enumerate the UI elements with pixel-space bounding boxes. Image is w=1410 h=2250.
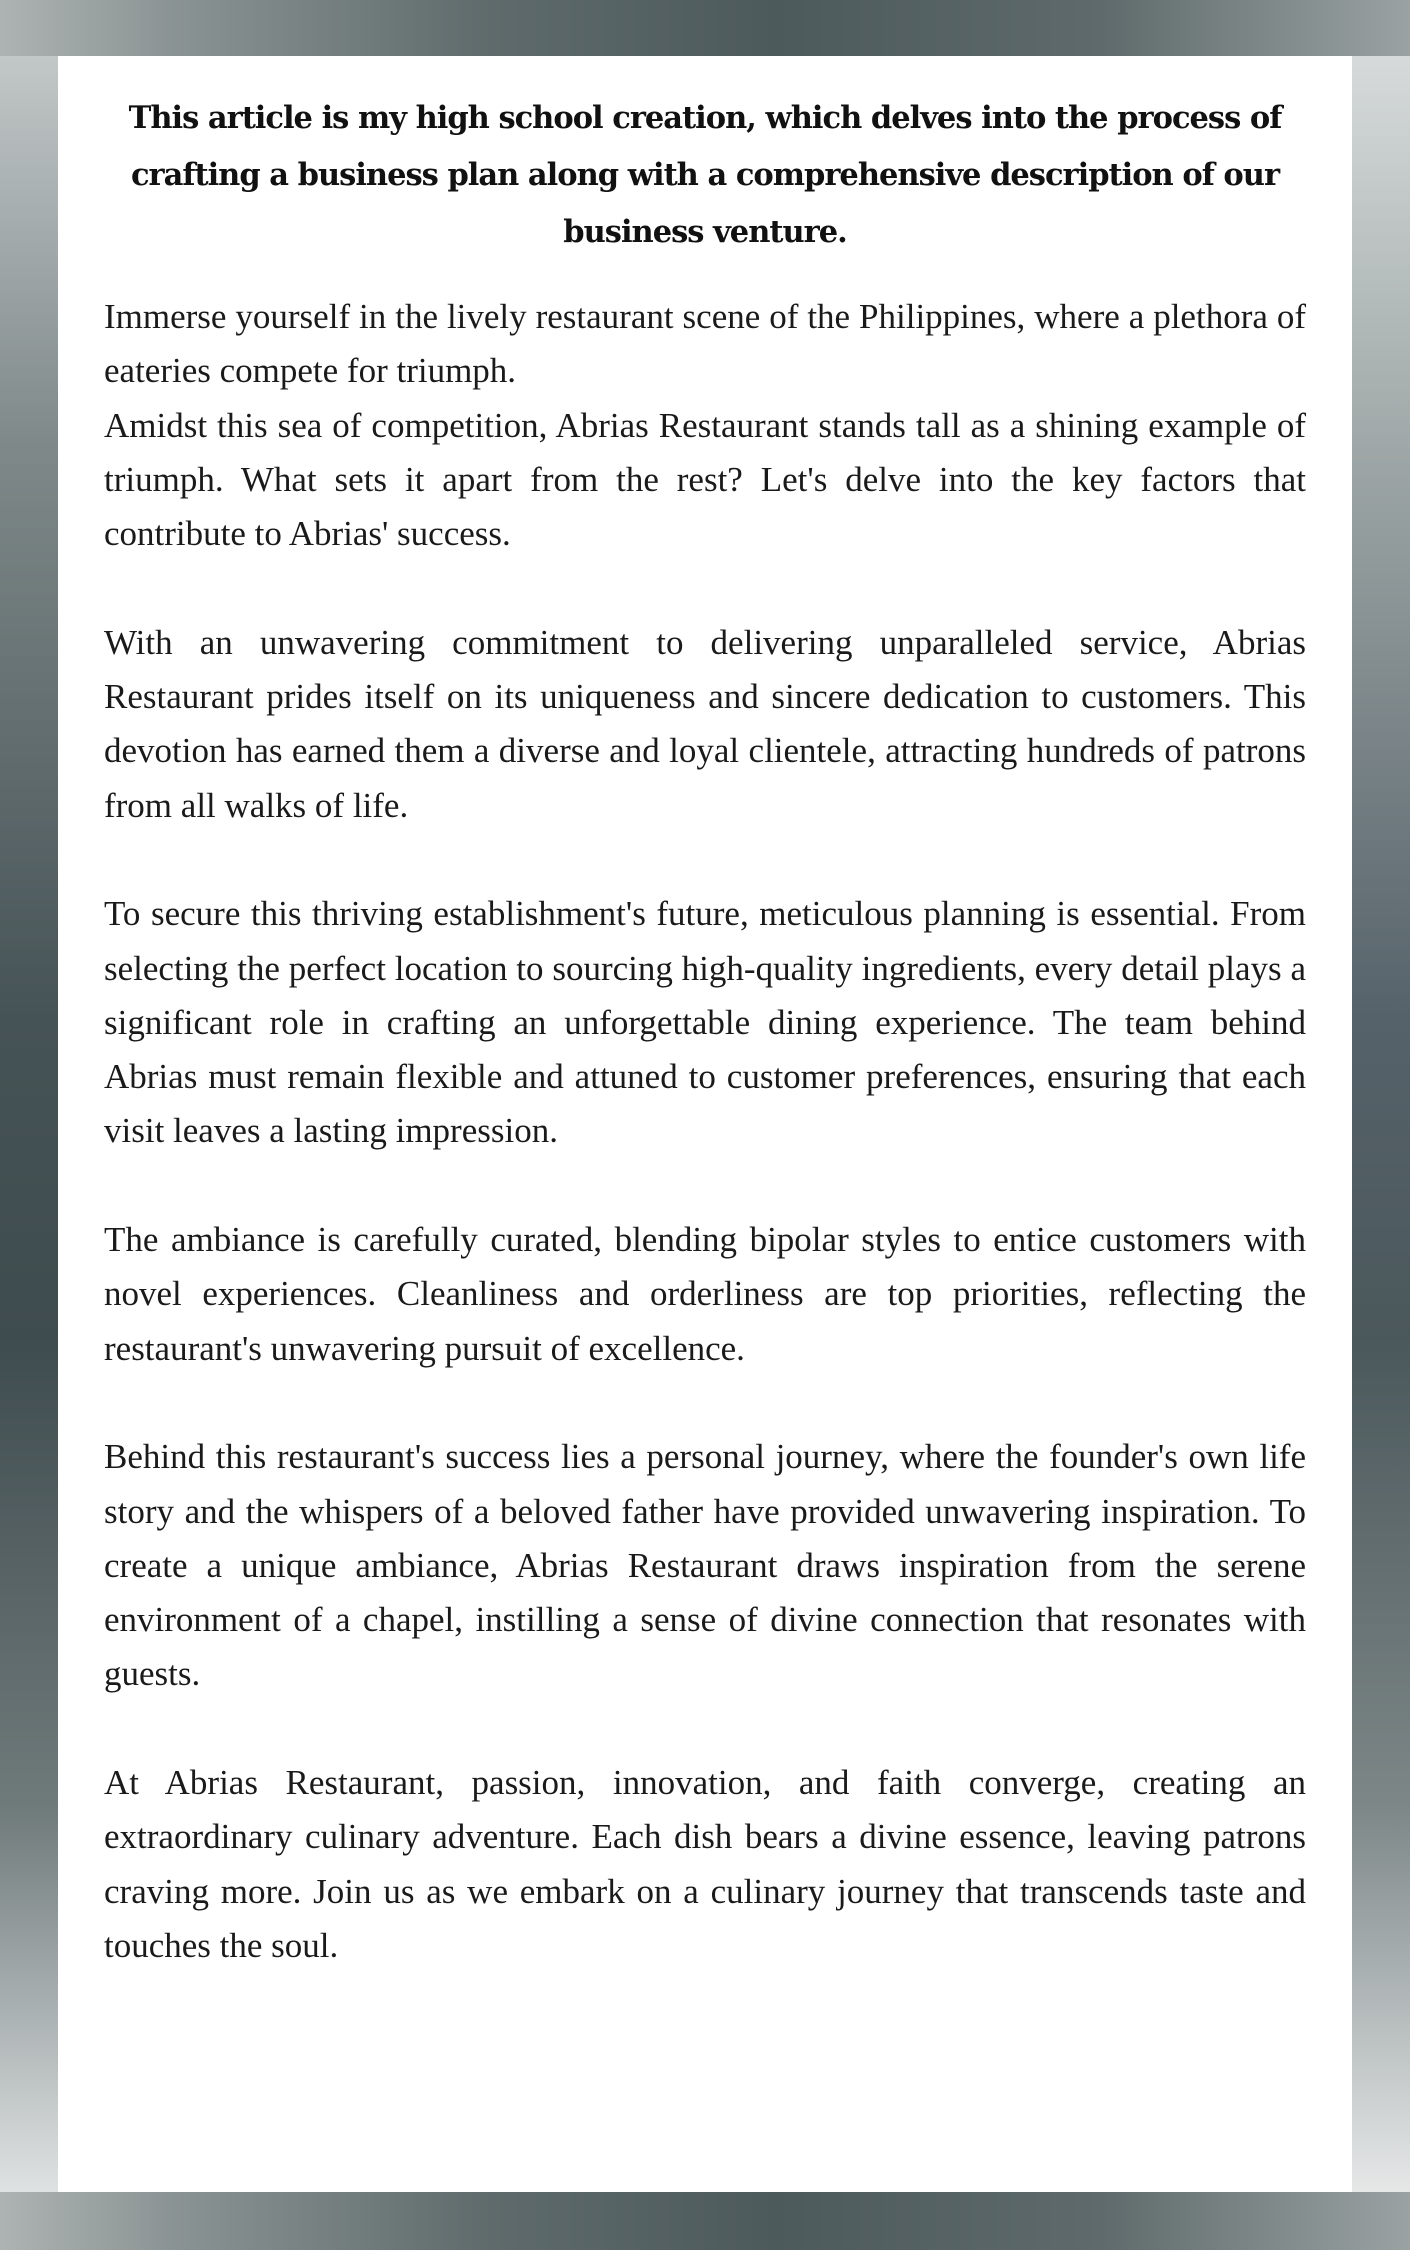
frame-left-border [0,56,58,2192]
article-body [104,290,1306,2028]
paragraph-ambiance: The ambiance is carefully curated, blending bipolar styles to entice customers with novel experiences. Cleanliness and orderliness are top priorities, reflecting the restaurant's unwavering pursuit of excellence. [104,1220,1306,1368]
paragraph-intro-scene: Immerse yourself in the lively restaurant scene of the Philippines, where a plethora of eateries compete for triumph. [104,297,1306,391]
paragraph-planning: To secure this thriving establishment's future, meticulous planning is essential. From selecting the perfect location to sourcing high-quality ingredients, every detail plays a significant role in crafting an unforgettable dining experience. The team behind Abrias must remain flexible and attuned to customer preferences, ensuring that each visit leaves a lasting impression. [104,894,1306,1151]
frame-right-border [1352,56,1410,2192]
intro-heading: This article is my high school creation, which delves into the process of crafting a business plan along with a comprehensive description of our business venture. [128,100,1282,250]
paragraph-competition: Amidst this sea of competition, Abrias Restaurant stands tall as a shining example of triumph. What sets it apart from the rest? Let's delve into the key factors that contribute to Abrias' success. [104,405,1306,554]
frame-top-border [0,0,1410,56]
paragraph-journey: Behind this restaurant's success lies a personal journey, where the founder's own life story and the whispers of a beloved father have provided unwavering inspiration. To create a unique ambiance, Abrias Restaurant draws inspiration from the serene environment of a chapel, instilling a sense of divine connection that resonates with guests. [104,1437,1306,1694]
paragraph-conclusion: At Abrias Restaurant, passion, innovation, and faith converge, creating an extraordinary culinary adventure. Each dish bears a divine essence, leaving patrons craving more. Join us as we embark on a culinary journey that transcends taste and touches the soul. [104,1763,1306,1965]
paragraph-service: With an unwavering commitment to delivering unparalleled service, Abrias Restaurant prides itself on its uniqueness and sincere dedication to customers. This devotion has earned them a diverse and loyal clientele, attracting hundreds of patrons from all walks of life. [104,622,1306,825]
document-page [58,56,1352,2192]
frame-bottom-border [0,2192,1410,2250]
